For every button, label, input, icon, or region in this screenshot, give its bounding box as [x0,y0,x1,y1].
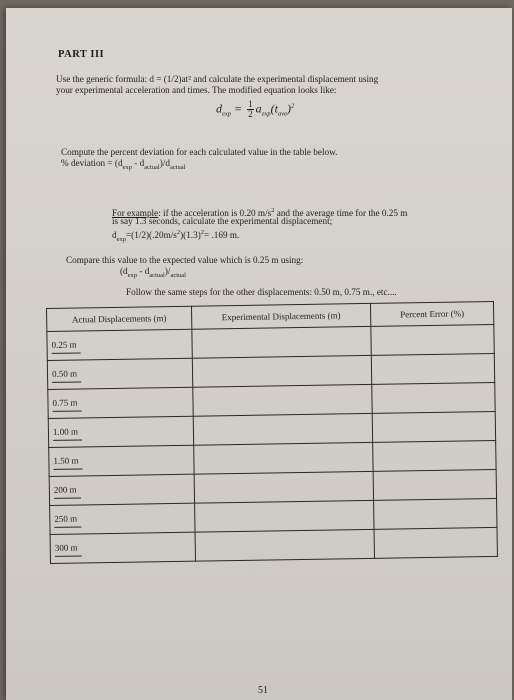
actual-displacement-cell: 300 m [50,532,195,563]
table-row [50,527,497,563]
percent-error-cell[interactable] [374,527,497,558]
actual-displacement-cell: 1.50 m [49,445,194,476]
example-label: For example [112,208,159,219]
percent-deviation-formula: % deviation = $(d_{exp} - d_{actual})/d_{actual}$ [61,158,186,171]
actual-displacement-cell: 0.25 m [47,329,192,360]
actual-displacement-cell: 1.00 m [48,416,193,447]
compare-formula: $(d_{exp} - d_{actual})/_{actual}$ [120,266,186,279]
actual-displacement-cell: 0.50 m [47,358,192,389]
percent-error-cell[interactable] [373,469,496,500]
example-line-2: is say 1.3 seconds, calculate the experimental displacement; [112,216,333,226]
percent-error-cell[interactable] [371,353,494,384]
percent-error-cell[interactable] [374,498,497,529]
percent-error-cell[interactable] [371,324,494,355]
percent-error-cell[interactable] [373,440,496,471]
equation-fraction: $\frac{1}{2}$ [248,99,253,119]
experimental-displacement-cell[interactable] [195,500,374,532]
example-line-1: For example: if the acceleration is 0.20 $m/s^2$ and the average time for the 0.25 m [112,207,408,219]
compare-line: Compare this value to the expected value which is 0.25 m using: [66,255,304,265]
page-number: 51 [258,685,268,696]
actual-displacement-cell: 0.75 m [48,387,193,418]
modified-equation: $d_{exp}$ = $\frac{1}{2}$ $a_{exp}(t_{ave})^2$ [216,99,295,119]
results-table [46,301,498,564]
part-title: PART III [58,49,105,60]
header-percent-error: Percent Error (%) [370,301,493,326]
example-line-3: $d_{exp}=(1/2)(.20m/s^2)(1.3)^2= .169$ m. [112,229,240,243]
experimental-displacement-cell[interactable] [193,384,372,416]
actual-displacement-cell: 200 m [49,474,194,505]
experimental-displacement-cell[interactable] [195,529,374,561]
experimental-displacement-cell[interactable] [194,442,373,474]
experimental-displacement-cell[interactable] [192,355,371,387]
header-actual-displacements: Actual Displacements (m) [47,306,192,331]
intro-line-2: your experimental acceleration and times. The modified equation looks like: [56,85,337,95]
follow-steps-line: Follow the same steps for the other displacements: 0.50 m, 0.75 m., etc.... [126,287,397,297]
percent-error-cell[interactable] [372,382,495,413]
header-experimental-displacements: Experimental Displacements (m) [191,303,370,329]
experimental-displacement-cell[interactable] [194,471,373,503]
percent-instruction-line-1: Compute the percent deviation for each calculated value in the table below. [61,147,338,157]
intro-line-1: Use the generic formula: d = (1/2)at² and calculate the experimental displacement using [56,74,379,84]
experimental-displacement-cell[interactable] [192,326,371,358]
actual-displacement-cell: 250 m [50,503,195,534]
worksheet-page [6,8,512,700]
percent-error-cell[interactable] [372,411,495,442]
experimental-displacement-cell[interactable] [193,413,372,445]
